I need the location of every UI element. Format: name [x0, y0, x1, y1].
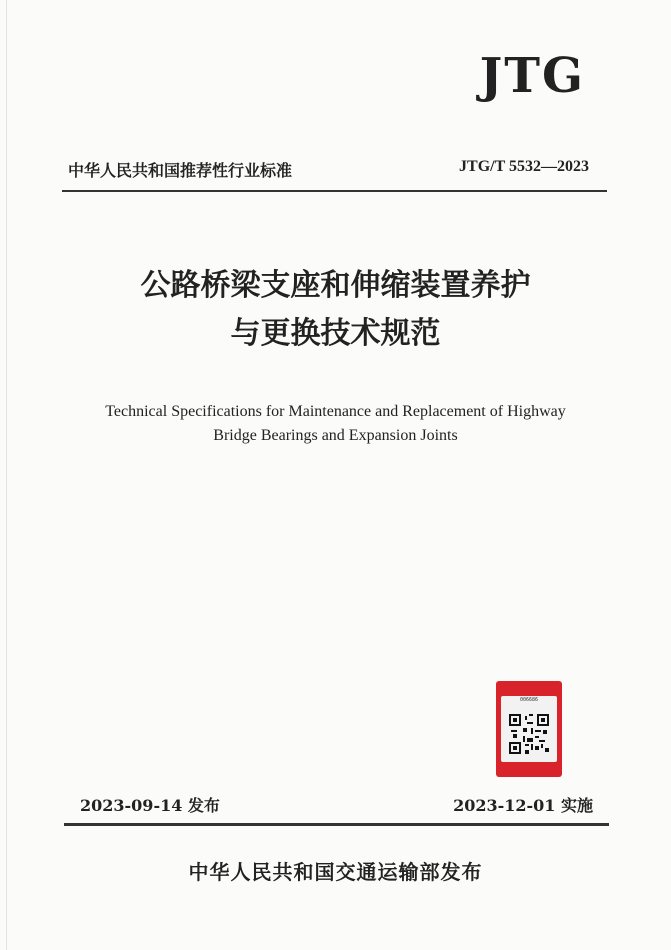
jtg-logo: JTG — [479, 48, 585, 104]
publisher: 中华人民共和国交通运输部发布 — [188, 860, 483, 884]
page-edge — [6, 0, 7, 950]
issue-date: 2023-09-14 发布 — [80, 796, 220, 815]
title-english-line-2: Bridge Bearings and Expansion Joints — [213, 427, 458, 444]
qr-code-icon — [509, 714, 549, 754]
title-chinese-line-2: 与更换技术规范 — [230, 316, 441, 351]
title-english-line-1: Technical Specifications for Maintenance and Replacement of Highway — [105, 403, 566, 420]
bottom-divider — [64, 823, 609, 826]
title-english — [0, 400, 671, 448]
label-inner — [501, 696, 557, 762]
standard-category: 中华人民共和国推荐性行业标准 — [68, 161, 293, 180]
standard-code: JTG/T 5532—2023 — [459, 158, 589, 175]
label-serial: 006686 — [519, 697, 539, 703]
top-divider — [62, 190, 607, 192]
title-chinese — [0, 262, 671, 358]
implementation-date: 2023-12-01 实施 — [453, 796, 593, 815]
label-header — [500, 685, 558, 694]
anti-counterfeit-label — [496, 681, 562, 777]
title-chinese-line-1: 公路桥梁支座和伸缩装置养护 — [140, 268, 531, 303]
